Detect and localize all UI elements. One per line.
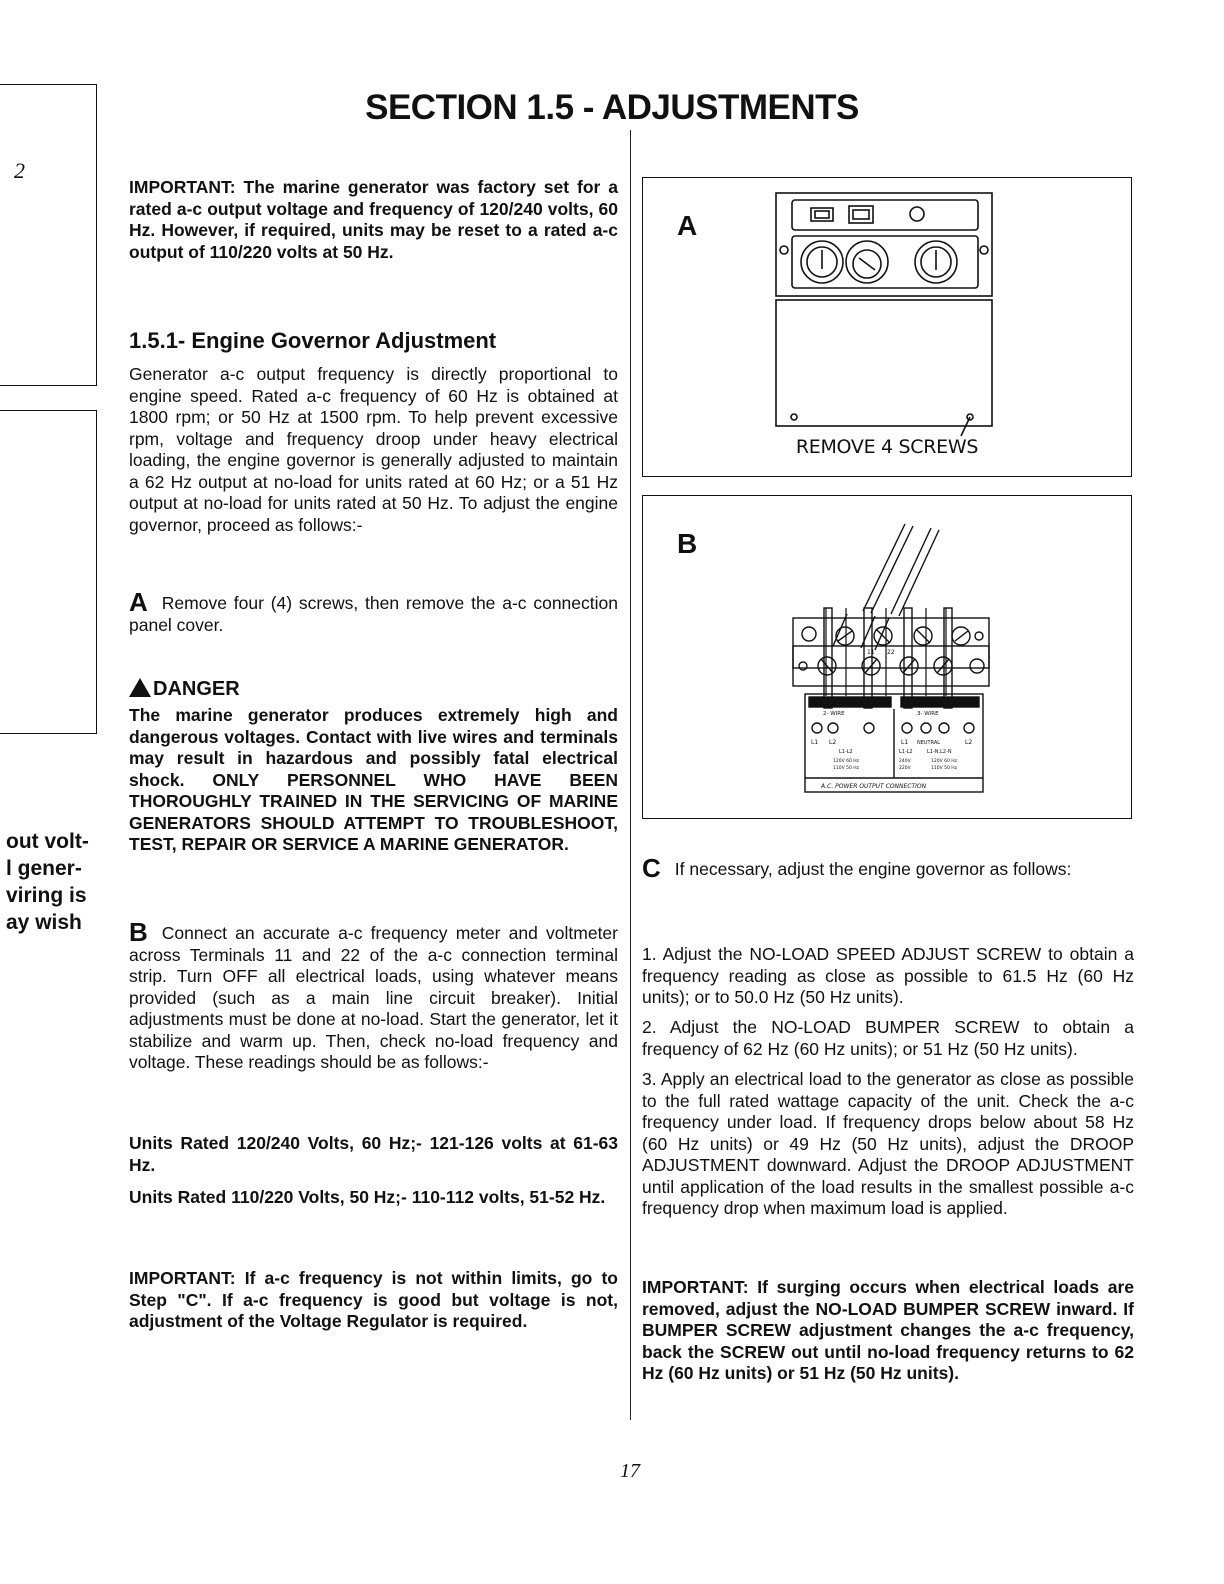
intro-paragraph: IMPORTANT: The marine generator was factory set for a rated a-c output voltage and frequency of 120/240 volts, 60 Hz. However, if required, units may be reset to a rated a-c output of 110/220 volts at 50 Hz. <box>129 177 618 262</box>
strip-label: 2- WIRE <box>823 711 845 717</box>
meter-probe-2 <box>891 528 939 616</box>
step-b-letter: B <box>129 917 148 947</box>
terminal-screw-icon <box>802 627 816 641</box>
margin-fragment: viring is <box>6 884 87 907</box>
adjust-step-3: 3. Apply an electrical load to the generator as close as possible to the full rated wattage capacity of the unit. Check the a-c frequency under load. If frequency drops below about 58 Hz (60 Hz units) or 49 Hz (50 Hz units), adjust the DROOP ADJUSTMENT downward. Adjust the DROOP ADJUSTMENT until application of the load results in the smallest possible a-c frequency drop when maximum load is applied. <box>642 1069 1134 1218</box>
step-c-text: If necessary, adjust the engine governor as follows: <box>674 859 1072 879</box>
margin-fragment: out volt- <box>6 830 89 853</box>
panel-switch-strip <box>792 200 978 230</box>
margin-fragment: ay wish <box>6 911 82 934</box>
step-c-letter: C <box>642 853 661 883</box>
margin-bracket-top <box>0 84 97 386</box>
strip-label: 3- WIRE <box>917 711 939 717</box>
step-a <box>129 587 618 636</box>
terminal-label: L1 <box>811 739 819 746</box>
wire-label: 11 <box>867 649 875 656</box>
panel-cover <box>776 300 992 426</box>
step-a-letter: A <box>129 587 148 617</box>
table-cell: 110V 50 Hz <box>931 766 958 771</box>
figure-b <box>642 495 1132 819</box>
switch-1-inner <box>815 211 829 218</box>
meter-probe-1 <box>863 524 913 613</box>
danger-heading <box>129 678 618 701</box>
important-left: IMPORTANT: If a-c frequency is not within limits, go to Step "C". If a-c frequency is good but voltage is not, adjustment of the Voltage Regulator is required. <box>129 1268 618 1331</box>
terminal-label: L2 <box>965 739 973 746</box>
step-b <box>129 917 618 1074</box>
table-cell: 120V 60 Hz <box>931 759 958 764</box>
gauge-2-icon <box>846 241 888 283</box>
table-cell: L1-N,L2-N <box>927 749 952 755</box>
table-cell: 110V 50 Hz <box>833 766 860 771</box>
subsection-title: 1.5.1- Engine Governor Adjustment <box>129 328 497 353</box>
figure-a-letter: A <box>677 210 698 241</box>
danger-text: The marine generator produces extremely high and dangerous voltages. Contact with live wires and terminals may result in hazardous and possibly fatal electrical shock. ONLY PERSONNEL WHO HAVE BEEN THOROUGHLY TRAINED IN THE SERVICING OF MARINE GENERATORS SHOULD ATTEMPT TO TROUBLESHOOT, TEST, REPAIR OR SERVICE A MARINE GENERATOR. <box>129 705 618 854</box>
terminal-screw-icon <box>970 659 984 673</box>
units-120-240: Units Rated 120/240 Volts, 60 Hz;- 121-126 volts at 61-63 Hz. <box>129 1133 618 1175</box>
page-number: 17 <box>620 1460 640 1482</box>
warning-triangle-icon <box>129 678 151 697</box>
table-cell: L1-L2 <box>839 749 853 755</box>
margin-bracket-bottom <box>0 410 97 734</box>
table-cell: 220V <box>899 766 911 771</box>
table-cell: 240V <box>899 759 911 764</box>
adjust-step-2: 2. Adjust the NO-LOAD BUMPER SCREW to obtain a frequency of 62 Hz (60 Hz units); or 51 Hz (50 Hz units). <box>642 1017 1134 1059</box>
indicator-light-icon <box>910 207 924 221</box>
danger-block <box>129 678 618 856</box>
gauge-strip <box>792 236 978 288</box>
terminal-label: L1 <box>901 739 909 746</box>
margin-fragments <box>6 828 110 936</box>
panel-upper <box>776 193 992 296</box>
table-cell: L1-L2 <box>899 749 913 755</box>
screw-icon <box>980 246 988 254</box>
governor-paragraph: Generator a-c output frequency is directly proportional to engine speed. Rated a-c frequency of 60 Hz is obtained at 1800 rpm; or 50 Hz at 1500 rpm. To help prevent excessive rpm, voltage and frequency droop under heavy electrical loading, the engine governor is generally adjusted to maintain a 62 Hz output at no-load for units rated at 60 Hz; or a 51 Hz output at no-load for units rated at 50 Hz. To adjust the engine governor, proceed as follows:- <box>129 364 618 535</box>
figure-a <box>642 177 1132 477</box>
important-right: IMPORTANT: If surging occurs when electrical loads are removed, adjust the NO-LOAD BUMPER SCREW inward. If BUMPER SCREW adjustment changes the a-c frequency, back the SCREW out until no-load frequency returns to 62 Hz (60 Hz units) or 51 Hz (50 Hz units). <box>642 1277 1134 1383</box>
page-title: SECTION 1.5 - ADJUSTMENTS <box>365 88 859 127</box>
connection-label: A.C. POWER OUTPUT CONNECTION <box>821 783 927 790</box>
terminal-label: L2 <box>829 739 837 746</box>
step-a-text: Remove four (4) screws, then remove the a-c connection panel cover. <box>129 593 618 635</box>
step-b-text: Connect an accurate a-c frequency meter and voltmeter across Terminals 11 and 22 of the a-c connection terminal strip. Turn OFF all electrical loads, using whatever means provided (such as a main line circuit breaker). Initial adjustments must be done at no-load. Start the generator, let it stabilize and warm up. Then, check no-load frequency and voltage. These readings should be as follows:- <box>129 923 618 1072</box>
table-cell: 120V 60 Hz <box>833 759 860 764</box>
switch-2-inner <box>853 210 869 219</box>
step-c <box>642 853 1134 883</box>
control-panel-drawing <box>643 178 1131 476</box>
wire-label: 22 <box>887 649 895 656</box>
terminal-label: NEUTRAL <box>917 740 941 746</box>
margin-fragment: l gener- <box>6 857 82 880</box>
terminal-strip-drawing <box>643 496 1131 818</box>
column-divider <box>630 130 631 1420</box>
adjust-step-1: 1. Adjust the NO-LOAD SPEED ADJUST SCREW to obtain a frequency reading as close as possible to 61.5 Hz (60 Hz units); or to 50.0 Hz (50 Hz units). <box>642 944 1134 1007</box>
figure-a-caption: REMOVE 4 SCREWS <box>795 436 979 458</box>
figure-b-letter: B <box>677 528 698 559</box>
units-110-220: Units Rated 110/220 Volts, 50 Hz;- 110-112 volts, 51-52 Hz. <box>129 1187 606 1207</box>
screw-icon <box>791 414 797 420</box>
margin-mark: 2 <box>14 158 25 183</box>
screw-icon <box>780 246 788 254</box>
danger-heading-text: DANGER <box>153 678 240 700</box>
